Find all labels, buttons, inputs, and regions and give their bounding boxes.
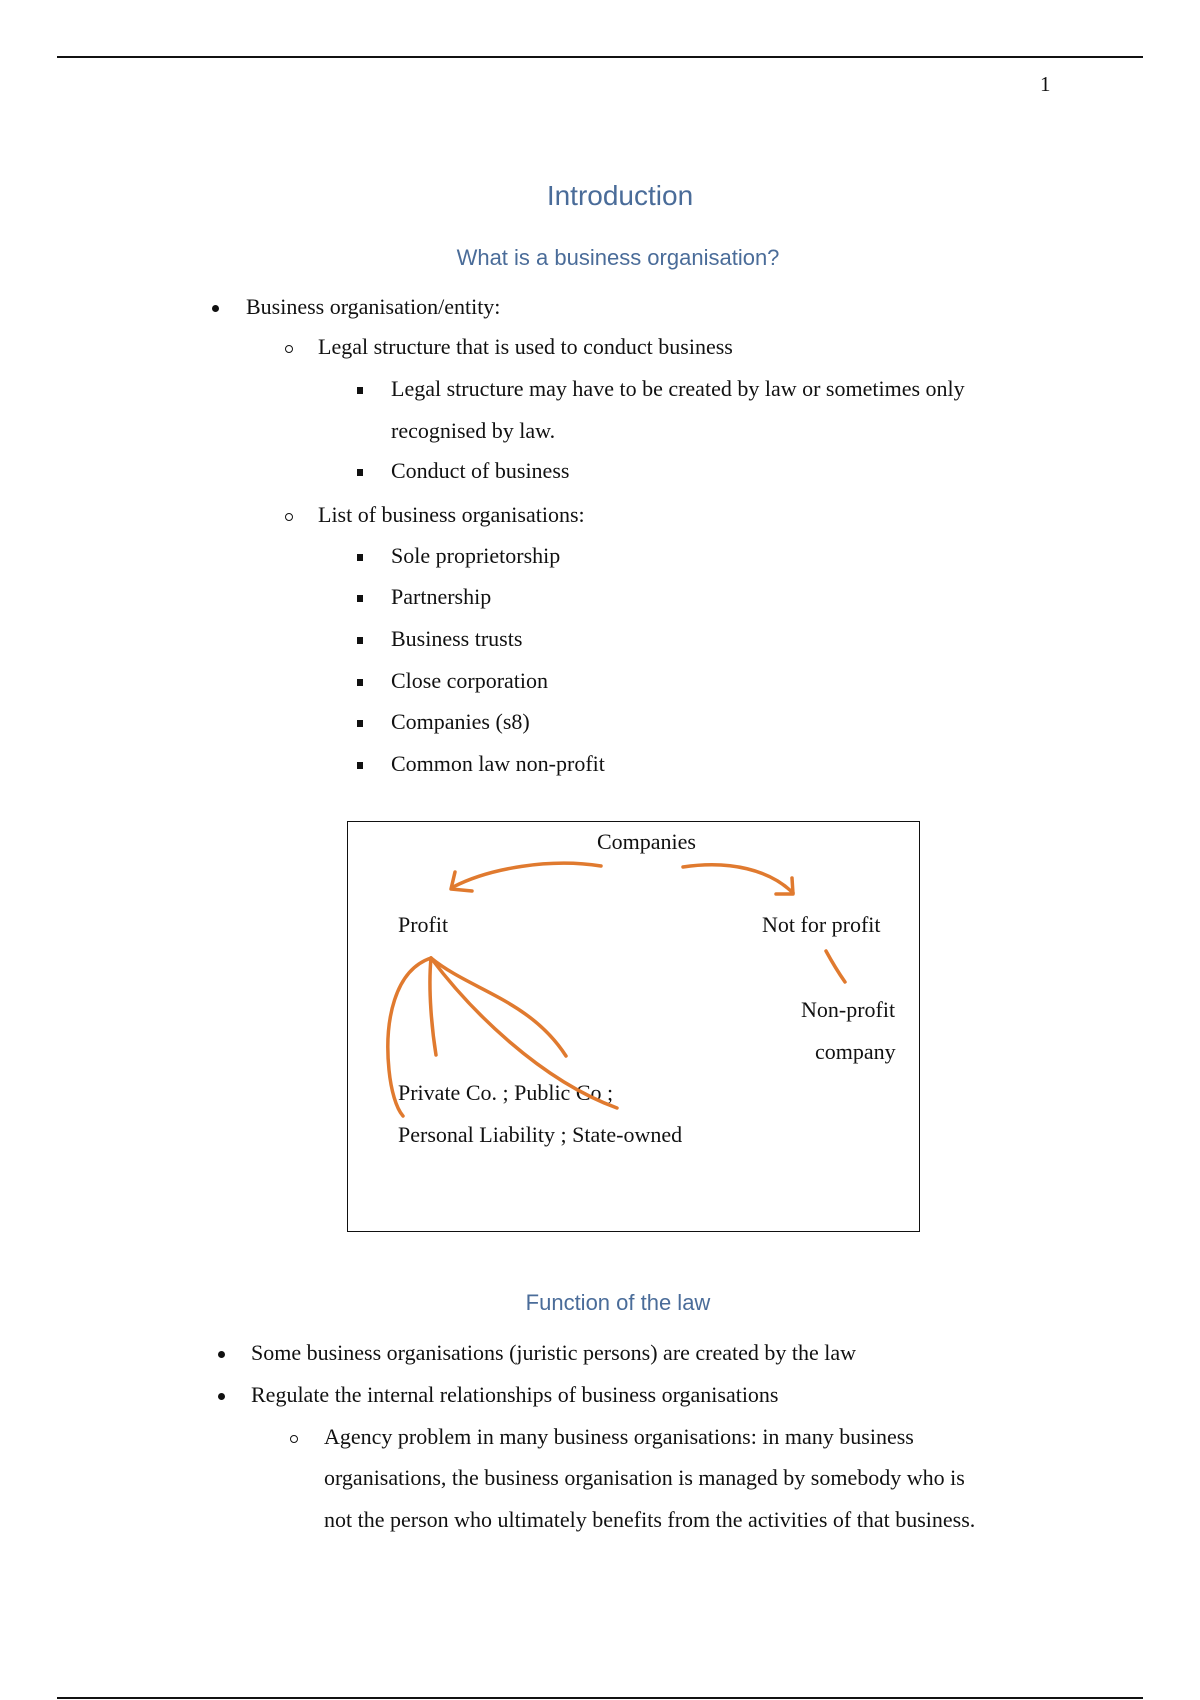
page-title: Introduction [546, 180, 694, 211]
list-item: Some business organisations (juristic persons) are created by the law [251, 1340, 857, 1365]
list-item: Agency problem in many business organisations: in many business [324, 1424, 914, 1449]
list-item: Business organisation/entity: [246, 294, 501, 319]
line-branch-3 [431, 958, 617, 1108]
list-item: Regulate the internal relationships of business organisations [251, 1382, 779, 1407]
list-item: Partnership [391, 584, 492, 609]
diagram-label-company-types: Private Co. ; Public Co ; [398, 1080, 614, 1105]
line-to-non-profit [826, 951, 845, 982]
list-item: List of business organisations: [318, 502, 585, 527]
line-branch-2 [431, 958, 566, 1056]
line-branch-1 [430, 958, 436, 1055]
list-item: Conduct of business [391, 458, 570, 483]
diagram-label-not-for-profit: Not for profit [762, 912, 881, 937]
page-number: 1 [1040, 72, 1051, 96]
list-item: Sole proprietorship [391, 543, 561, 568]
diagram-label-companies: Companies [597, 829, 696, 854]
diagram-label-non-profit: Non-profit [801, 997, 896, 1022]
list-item: Business trusts [391, 626, 523, 651]
footer-rule [57, 1697, 1143, 1699]
list-item-continuation: organisations, the business organisation is managed by somebody who is [324, 1465, 965, 1490]
bullet-disc [218, 1393, 225, 1400]
list-item: Legal structure that is used to conduct business [318, 334, 733, 359]
arrow-to-profit [453, 863, 601, 887]
list-item-continuation: recognised by law. [391, 418, 556, 443]
list-item: Close corporation [391, 668, 549, 693]
diagram-label-company: company [815, 1039, 896, 1064]
list-item-continuation: not the person who ultimately benefits from the activities of that business. [324, 1507, 976, 1532]
list-item: Companies (s8) [391, 709, 530, 734]
diagram-label-profit: Profit [398, 912, 449, 937]
list-item: Common law non-profit [391, 751, 605, 776]
diagram-label-company-types-2: Personal Liability ; State-owned [398, 1122, 683, 1147]
line-to-private-co [388, 958, 431, 1116]
section-heading-function-of-law: Function of the law [525, 1290, 711, 1315]
list-item: Legal structure may have to be created by law or sometimes only [391, 376, 965, 401]
bullet-disc [218, 1351, 225, 1358]
arrow-to-not-for-profit [683, 865, 793, 893]
bullet-circle [290, 1435, 298, 1443]
section-heading-business-organisation: What is a business organisation? [456, 245, 780, 270]
